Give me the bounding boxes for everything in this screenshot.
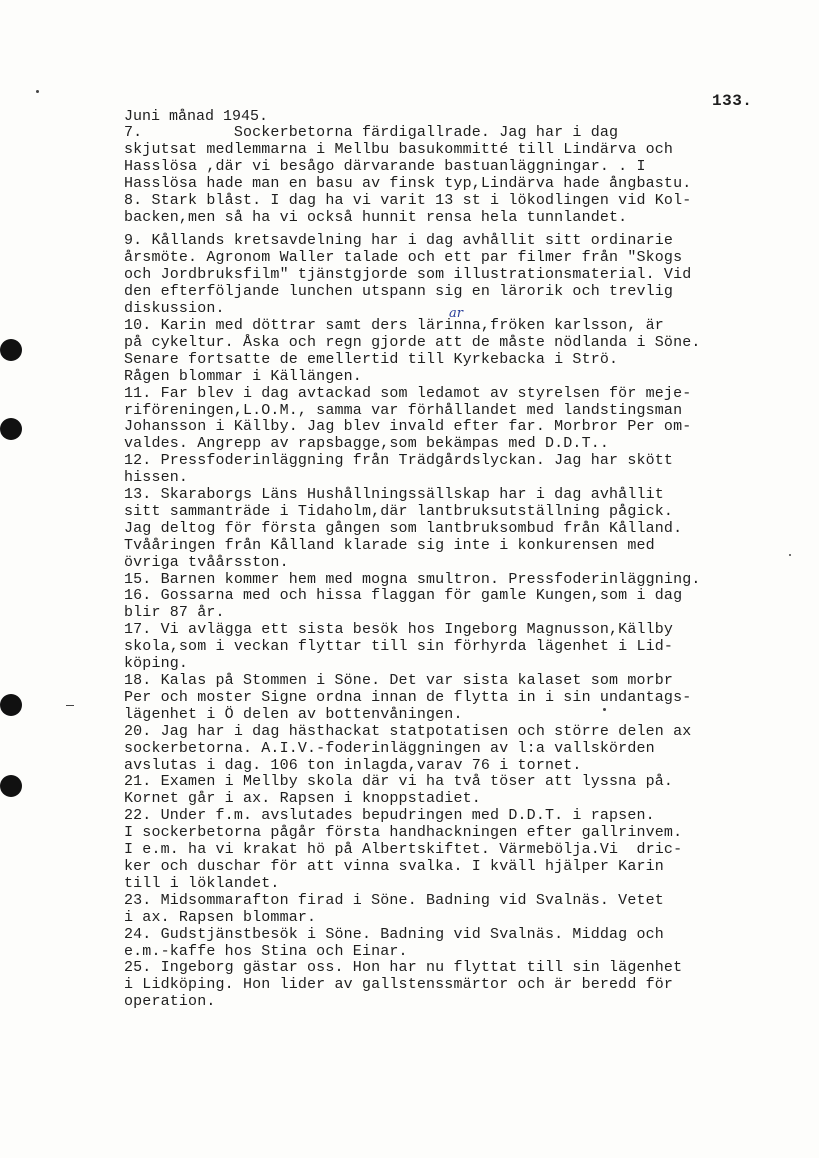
text-line: sockerbetorna. A.I.V.-foderinläggningen av l:a vallskörden [124, 739, 655, 757]
text-line: 15. Barnen kommer hem med mogna smultron. Pressfoderinläggning. [124, 570, 701, 588]
text-line: Jag deltog för första gången som lantbruksombud från Kålland. [124, 519, 683, 537]
text-line: diskussion. [124, 300, 225, 318]
punch-hole [0, 694, 22, 716]
text-line: 7. Sockerbetorna färdigallrade. Jag har i dag [124, 124, 619, 141]
text-line: i Lidköping. Hon lider av gallstenssmärtor och är beredd för [124, 976, 674, 994]
text-line: på cykeltur. Åska och regn gjorde att de måste nödlanda i Söne. [124, 333, 701, 351]
text-line: skola,som i veckan flyttar till sin förhyrda lägenhet i Lid- [124, 638, 674, 656]
text-line: 20. Jag har i dag hästhackat statpotatisen och större delen ax [124, 722, 692, 740]
text-line: 21. Examen i Mellby skola där vi ha två töser att lyssna på. [124, 773, 674, 791]
text-line: hissen. [124, 469, 189, 487]
text-line: e.m.-kaffe hos Stina och Einar. [124, 942, 408, 960]
text-line: backen,men så ha vi också hunnit rensa hela tunnlandet. [124, 208, 628, 226]
text-line: 11. Far blev i dag avtackad som ledamot av styrelsen för meje- [124, 384, 692, 402]
text-line: Senare fortsatte de emellertid till Kyrkebacka i Strö. [124, 350, 619, 368]
text-line: köping. [124, 655, 189, 673]
text-line: i ax. Rapsen blommar. [124, 908, 317, 926]
text-line: I e.m. ha vi krakat hö på Albertskiftet. Värmebölja.Vi dric- [124, 841, 683, 859]
text-line: 12. Pressfoderinläggning från Trädgårdslyckan. Jag har skött [124, 452, 674, 470]
paper-speck [66, 705, 74, 706]
text-line: 25. Ingeborg gästar oss. Hon har nu flyttat till sin lägenhet [124, 959, 683, 977]
punch-hole [0, 418, 22, 440]
handwritten-insertion: ar [449, 306, 463, 321]
text-line: 24. Gudstjänstbesök i Söne. Badning vid Svalnäs. Middag och [124, 925, 664, 943]
text-line: 16. Gossarna med och hissa flaggan för gamle Kungen,som i dag [124, 587, 683, 605]
text-line: Per och moster Signe ordna innan de flytta in i sin undantags- [124, 688, 692, 706]
text-line: ker och duschar för att vinna svalka. I kväll hjälper Karin [124, 857, 664, 875]
text-line: lägenhet i Ö delen av bottenvåningen. [124, 705, 463, 723]
text-line: blir 87 år. [124, 604, 225, 622]
text-line: operation. [124, 993, 216, 1011]
text-line: 9. Kållands kretsavdelning har i dag avhållit sitt ordinarie [124, 232, 674, 250]
paper-speck [36, 90, 39, 93]
text-line: Tvååringen från Kålland klarade sig inte i konkurensen med [124, 536, 655, 554]
text-line: sitt sammanträde i Tidaholm,där lantbruksutställning pågick. [124, 502, 674, 520]
paper-speck [789, 554, 791, 556]
text-line: valdes. Angrepp av rapsbagge,som bekämpas med D.D.T.. [124, 435, 610, 453]
text-line: Hasslösa ,där vi besågo därvarande bastuanläggningar. . I [124, 157, 646, 175]
text-line: 18. Kalas på Stommen i Söne. Det var sista kalaset som morbr [124, 672, 674, 689]
punch-hole [0, 775, 22, 797]
punch-hole [0, 339, 22, 361]
text-line: riföreningen,L.O.M., samma var förhållandet med landstingsman [124, 401, 683, 419]
text-line: övriga tvåårsston. [124, 553, 289, 571]
text-line: den efterföljande lunchen utspann sig en lärorik och trevlig [124, 283, 674, 301]
text-line: Kornet går i ax. Rapsen i knoppstadiet. [124, 790, 481, 808]
text-line: Hasslösa hade man en basu av finsk typ,Lindärva hade ångbastu. [124, 174, 692, 192]
diary-body [124, 125, 764, 1011]
page-header: Juni månad 1945. [124, 108, 269, 125]
text-line: 23. Midsommarafton firad i Söne. Badning vid Svalnäs. Vetet [124, 891, 664, 909]
text-line: Johansson i Källby. Jag blev invald efter far. Morbror Per om- [124, 418, 692, 436]
text-line: 8. Stark blåst. I dag ha vi varit 13 st i lökodlingen vid Kol- [124, 191, 692, 209]
text-line: 13. Skaraborgs Läns Hushållningssällskap har i dag avhållit [124, 486, 664, 504]
text-line: I sockerbetorna pågår första handhackningen efter gallrinvem. [124, 824, 683, 842]
text-line: 10. Karin med döttrar samt ders lärinna,fröken karlsson, är [124, 316, 664, 334]
text-line: 17. Vi avlägga ett sista besök hos Ingeborg Magnusson,Källby [124, 621, 674, 639]
text-line: och Jordbruksfilm" tjänstgjorde som illustrationsmaterial. Vid [124, 266, 692, 284]
text-line: 22. Under f.m. avslutades bepudringen med D.D.T. i rapsen. [124, 807, 655, 825]
text-line: avslutas i dag. 106 ton inlagda,varav 76 i tornet. [124, 756, 582, 774]
text-line: årsmöte. Agronom Waller talade och ett par filmer från "Skogs [124, 249, 683, 267]
text-line: skjutsat medlemmarna i Mellbu basukommitté till Lindärva och [124, 140, 674, 158]
text-line: Rågen blommar i Källängen. [124, 367, 362, 385]
text-line: till i löklandet. [124, 874, 280, 892]
page-number: 133. [712, 92, 753, 110]
